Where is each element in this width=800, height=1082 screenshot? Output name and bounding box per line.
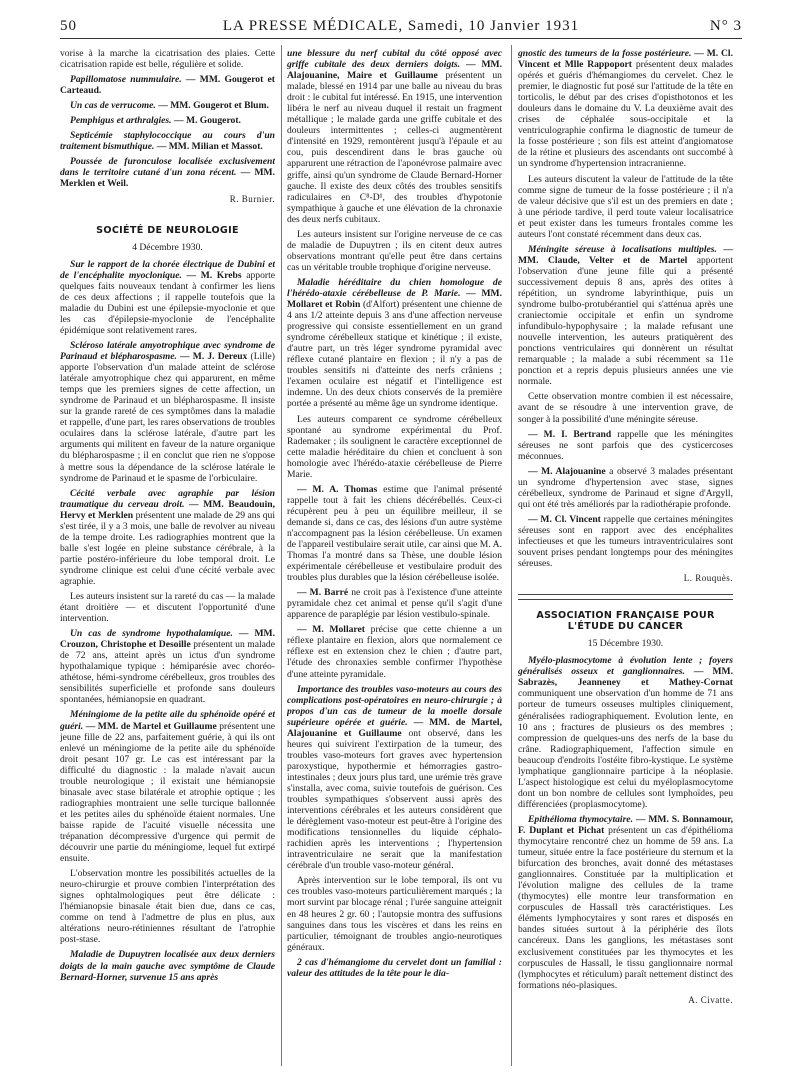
paragraph — [60, 115, 275, 126]
text: Les auteurs comparent ce syndrome cérébelleux spontané au syndrome expérimental du Prof. Rademaker ; ils soulignent le caractère exceptionnel de cette maladie héréditaire du chien et concluent à son homologie avec l'hérédo-ataxie cérébelleuse de Pierre Marie. — [287, 413, 502, 480]
article-title: Cécité verbale avec agraphie par lésion traumatique du cerveau droit. — [60, 487, 275, 510]
text: (Lille) apporte l'observation d'un malade atteint de sclérose latérale amyotrophique chez qui apparurent, en même temps que les premiers signes de cette affection, un syndrome de Parinaud et un blépharospasme. Il insiste sur la grande rareté de ces symptômes dans la maladie et rappelle, d'une part, les rares observations de troubles oculaires dans la sclérose latérale, d'autre part les arguments qui militent en faveur de la nature organique du blépharospasme ; il en conclut que rien ne s'oppose à mettre sous la dépendance de la sclérose latérale le syndrome de Parinaud et le spasme de l'orbiculaire. — [60, 351, 275, 484]
authors: — MM. Alajouanine, Maire et Guillaume — [287, 59, 502, 82]
paragraph — [287, 48, 502, 225]
column-divider — [281, 45, 282, 1066]
paragraph — [518, 48, 733, 170]
paragraph — [287, 484, 502, 583]
text: présentent un cas d'épithélioma thymocytaire rencontré chez un homme de 59 ans. La tumeur, située entre la face postérieure du sternum et la bifurcation des bronches, avait donné des métastases ganglionnaires. Constituée par la multiplication et l'évolution maligne des cellules de la trame (thymocytes) elle montre leur transformation en corpuscules de Hassall très caractéristiques. Les éléments lymphocytaires y sont rares et disposés en bandes situées surtout à la périphérie des îlots cancéreux. Dans les ganglions, les métastases sont exclusivement constituées par les thymocytes et les corpuscules de Hassall, le tissu ganglionnaire normal (lymphocytes et réticulum) paraît nettement distinct des formations néo-plasiques. — [518, 825, 733, 991]
text: Cette observation montre combien il est nécessaire, avant de se résoudre à une intervention grave, de songer à la possibilité d'une méningite séreuse. — [518, 391, 733, 425]
paragraph — [287, 587, 502, 620]
section-rule — [518, 594, 733, 595]
authors: — M. Barré — [297, 587, 349, 599]
paragraph — [60, 48, 275, 70]
paragraph — [518, 466, 733, 510]
article-title: Epithélioma thymocytaire. — [528, 813, 633, 825]
article-title: Pemphigus et arthralgies. — [70, 115, 172, 127]
section-date: 15 Décembre 1930. — [587, 638, 664, 650]
column-1 — [60, 48, 275, 1064]
section-title: ASSOCIATION FRANÇAISE POUR L'ÉTUDE DU CANCER — [536, 610, 715, 633]
article-title: Sur le rapport de la chorée électrique de Dubini et de l'encéphalite myoclonique. — [60, 258, 275, 281]
article-title: Importance des troubles vaso-moteurs au cours des complications post-opératoires en neuro-chirurgie ; à propos d'un cas de tumeur de la moelle dorsale supérieure opérée et guérie. — [287, 683, 502, 728]
paragraph — [287, 684, 502, 872]
text: présentent une malade de 29 ans qui s'est tirée, il y a 3 mois, une balle de revolver au niveau de la tempe droite. Les radiographies montrent que la balle s'est logée en pleine substance cérébrale, à la partie postéro-inférieure du lobe temporal droit. Le syndrome clinique est celui d'une cécité verbale avec agraphie. — [60, 509, 275, 587]
authors: — M. Gougerot. — [171, 115, 241, 127]
authors: — MM. Claude, Velter et de Martel — [518, 243, 733, 266]
text: Les auteurs insistent sur la rareté du cas — la malade étant droitière — et discutent l'opportunité d'une intervention. — [60, 591, 275, 625]
paragraph — [518, 514, 733, 569]
text: (d'Alfort) présentent une chienne de 4 ans 1/2 atteinte depuis 3 ans d'une affection nerveuse progressive qui consiste essentiellement en un grand syndrome cérébelleux statique et kinétique ; il existe, d'autre part, un très léger syndrome pyramidal avec réflexe cutané plantaire en flexion ; il n'y a pas de troubles sensitifs ni d'atteinte des nerfs crâniens ; l'examen oculaire est négatif et l'intelligence est indemne. Un des deux chiots conservés de la première portée a présenté au même âge un syndrome identique. — [287, 299, 502, 410]
paragraph — [287, 875, 502, 952]
authors: — MM. Beaudouin, Hervy et Merklen — [60, 498, 275, 521]
section-title: SOCIÉTÉ DE NEUROLOGIE — [96, 224, 239, 236]
authors: — MM. Gougerot et Carteaud. — [60, 74, 275, 97]
text: présentent un malade, blessé en 1914 par une balle au niveau du bras droit : le cubital fut intéressé. En 1915, une intervention libéra le nerf au niveau duquel il restait un fragment métallique ; le malade garda une griffe cubitale et des douleurs intermittentes ; celles-ci augmentèrent d'intensité en 1929, remontèrent jusqu'à l'épaule et au cou, puis descendirent dans le bras gauche où apparurent une rétraction de l'aponévrose palmaire avec griffe, ainsi qu'un syndrome de Claude Bernard-Horner gauche. Il existe des deux côtés des troubles sensitifs radiculaires en C⁸-D¹, des troubles d'hypotonie sympathique à gauche et une élévation de la chronaxie des deux nerfs cubitaux. — [287, 70, 502, 225]
paragraph — [60, 340, 275, 484]
article-title: Myélo-plasmocytome à évolution lente ; foyers généralisés osseux et ganglionnaires. — [518, 655, 733, 678]
authors: — MM. Gougerot et Blum. — [155, 100, 269, 112]
authors: — M. Alajouanine — [528, 465, 606, 477]
paragraph — [60, 628, 275, 705]
section-date: 4 Décembre 1930. — [132, 241, 203, 253]
article-title: gnostic des tumeurs de la fosse postérieure. — [518, 48, 692, 59]
journal-title: LA PRESSE MÉDICALE, Samedi, 10 Janvier 1931 — [222, 18, 580, 34]
signature: A. Civatte. — [688, 994, 733, 1005]
article-title: Maladie de Dupuytren localisée aux deux derniers doigts de la main gauche avec symptôme de Claude Bernard-Horner, survenue 15 ans après — [60, 949, 275, 983]
authors: — MM. Mollaret et Robin — [287, 287, 502, 311]
text: ont observé, dans les heures qui suivirent l'extirpation de la tumeur, des troubles vaso-moteurs fort graves avec hypertension paroxystique, hypothermie et hémorragies gastro-intestinales ; deux jours plus tard, une urémie très grave s'installa, avec coma, suivie toutefois de guérison. Ces troubles sympathiques s'observent aussi après des interventions cérébrales et les auteurs considèrent que le dérèglement vaso-moteur est peut-être à l'origine des modifications tensionnelles du liquide céphalo-rachidien après les interventions ; l'hypertension intraventriculaire ne serait que la manifestation cérébrale d'un trouble vaso-moteur général. — [287, 727, 502, 872]
authors: — MM. Milian et Massot. — [154, 141, 263, 153]
text: apportent l'observation d'une jeune fille qui a présenté successivement depuis 8 ans, après des otites à répétition, un syndrome labyrinthique, puis un syndrome bulbo-protubérantiel qui s'atténua après une craniectomie occipitale et enfin un syndrome infundibulo-hypophysaire ; la malade refusant une nouvelle intervention, les auteurs pratiquèrent des ponctions ventriculaires qui donnèrent un résultat remarquable ; la malade a subi récemment sa 11e ponction et a repris depuis plusieurs années une vie normale. — [518, 254, 733, 388]
authors: — MM. de Martel, Alajouanine et Guillaume — [287, 716, 502, 739]
text: vorise à la marche la cicatrisation des plaies. Cette cicatrisation rapide est belle, régulière et solide. — [60, 48, 275, 71]
authors: — MM. S. Bonnamour, F. Duplant et Pichat — [518, 813, 733, 836]
paragraph — [287, 414, 502, 480]
paragraph — [287, 229, 502, 273]
page-number: 50 — [60, 18, 77, 34]
page-header — [60, 16, 742, 39]
authors: — M. Cl. Vincent et Mlle Rappoport — [518, 48, 733, 71]
paragraph — [60, 100, 275, 111]
article-title: Septicémie staphylococcique au cours d'un traitement bismuthique. — [60, 130, 275, 153]
paragraph — [518, 174, 733, 240]
text: rappelle que certaines méningites séreuses sont en rapport avec des encéphalites infectieuses et que les tumeurs intraventriculaires sont souvent prises pendant longtemps pour des méningites séreuses. — [518, 513, 733, 570]
paragraph — [518, 429, 733, 462]
authors: — MM. Crouzon, Christophe et Desoille — [60, 628, 275, 651]
text: Après intervention sur le lobe temporal, ils ont vu ces troubles vaso-moteurs particulièrement marqués ; la mort survint par blocage rénal ; l'urée sanguine atteignit en 48 heures 2 gr. 60 ; l'autopsie montra des suffusions sanguines dans tous les viscères et dans les reins en particulier, témoignant de troubles angio-neurotiques généraux. — [287, 875, 502, 953]
paragraph — [518, 814, 733, 991]
article-title: Un cas de verrucome. — [70, 100, 156, 112]
text: rappelle que les méningites séreuses ne sont parfois que des cysticercoses méconnues. — [518, 428, 733, 462]
article-title: Un cas de syndrome hypothalamique. — [70, 628, 233, 640]
text: présentent une jeune fille de 22 ans, parfaitement guérie, à qui ils ont enlevé un méningiome de la petite aile du sphénoïde droit pesant 107 gr. Le cas est intéressant par la difficulté du diagnostic : la malade n'avait aucun trouble neurologique ; il existait une hémianopsie binasale avec stase bilatérale et atrophie optique ; les radiographies montraient une selle turcique ballonnée et les petites ailes du sphénoïde étaient normales. Une baisse rapide de l'acuité visuelle nécessita une trépanation décompressive d'urgence qui permit de découvrir une partie du méningiome, lequel fut extirpé ensuite. — [60, 720, 275, 865]
authors: — M. I. Bertrand — [528, 428, 612, 440]
paragraph — [60, 259, 275, 336]
paragraph — [60, 130, 275, 152]
article-title: Papillomatose nummulaire. — [70, 74, 182, 86]
paragraph — [287, 957, 502, 979]
paragraph — [287, 624, 502, 679]
paragraph — [60, 591, 275, 624]
article-title: Scléroso latérale amyotrophique avec syndrome de Parinaud et blépharospasme. — [60, 339, 275, 363]
authors: — M. A. Thomas — [297, 483, 378, 495]
article-title: 2 cas d'hémangiome du cervelet dont un familial : valeur des attitudes de la tête pour le dia- — [287, 956, 502, 979]
authors: — M. Krebs — [181, 269, 242, 281]
text: estime que l'animal présenté rappelle tout à fait les chiens décérébellés. Ceux-ci récupèrent peu à peu un équilibre meilleur, il se demande si, dans ce cas, des lésions d'un autre système n'accompagnent pas la lésion cérébelleuse. Un examen de l'appareil vestibulaire serait utile, car ainsi que M. A. Thomas l'a montré dans sa Thèse, une double lésion expérimentale cérébelleuse et vestibulaire produit des troubles plus durables que la lésion cérébelleuse isolée. — [287, 483, 502, 584]
text: présentent deux malades opérés et guéris d'hémangiomes du cervelet. Chez le premier, le diagnostic fut posé sur l'attitude de la tête en torticolis, le début par des crises d'opisthotonos et les douleurs dans le domaine du V. La deuxième avait des crises de céphalée sous-occipitale et la ventriculographie confirma le diagnostic de tumeur de la fosse postérieure ; son fils est atteint d'angiomatose de la rétine et plusieurs des ascendants ont succombé à un syndrome d'hypertension intracranienne. — [518, 59, 733, 170]
text: communiquent une observation d'un homme de 71 ans porteur de tumeurs osseuses multiples cliniquement, généralisées radiographiquement. Evolution lente, en 10 ans ; fractures de plusieurs os des membres ; compression de quelques-uns des nerfs de la base du crâne. Radiographiquement, l'affection simule en beaucoup d'endroits l'ostéite fibro-kystique. Le système lymphatique ganglionnaire participe à la néoplasie. L'aspect histologique est celui du myéloplasmocytome dont un bon nombre de cellules sont lymphoïdes, peu différenciées (proplasmocytome). — [518, 688, 733, 810]
article-title: Méningite séreuse à localisations multiples. — [528, 243, 717, 255]
text: précise que cette chienne a un réflexe plantaire en flexion, alors que normalement ce réflexe est en extension chez le chien ; d'autre part, l'étude des chronaxies semble confirmer l'hypothèse d'une atteinte pyramidale. — [287, 624, 502, 680]
column-divider — [511, 45, 512, 1066]
paragraph — [518, 244, 733, 388]
paragraph — [287, 277, 502, 410]
signature: R. Burnier. — [229, 193, 275, 204]
text: L'observation montre les possibilités actuelles de la neuro-chirurgie et prouve combien l'interprétation des signes ophtalmologiques peut être délicate : l'hémianopsie binasale était bien due, dans ce cas, comme on tend à l'admettre de plus en plus, aux altérations neuro-rétiniennes résultant de l'atrophie post-stase. — [60, 868, 275, 946]
article-title: une blessure du nerf cubital du côté opposé avec griffe cubitale des deux derniers doigts. — [287, 48, 502, 71]
authors: — MM. Merklen et Weil. — [60, 167, 275, 190]
authors: — MM. de Martel et Guillaume — [83, 720, 217, 732]
signature: L. Rouquès. — [683, 573, 733, 584]
authors: — M. J. Dereux — [176, 351, 248, 363]
text: Les auteurs discutent la valeur de l'attitude de la tête comme signe de tumeur de la fosse postérieure ; il n'a de valeur décisive que s'il est un des premiers en date ; à une période tardive, il perd toute valeur localisatrice et peut exister dans les tumeurs frontales comme les auteurs l'ont constaté récemment dans deux cas. — [518, 173, 733, 240]
paragraph — [60, 488, 275, 587]
issue-number: N° 3 — [709, 18, 742, 34]
authors: — M. Mollaret — [297, 624, 365, 636]
paragraph — [60, 74, 275, 96]
paragraph — [60, 709, 275, 864]
article-title: Poussée de furonculose localisée exclusivement dans le territoire cutané d'un zona récent. — [60, 156, 275, 179]
authors: — MM. Sabrazès, Jeanneney et Mathey-Cornat — [518, 666, 733, 689]
text: a observé 3 malades présentant un syndrome d'hypertension avec stase, signes cérébelleux, syndrome de Parinaud et signe d'Argyll, qui ont été très améliorés par la radiothérapie profonde. — [518, 465, 733, 510]
section-rule — [518, 599, 733, 600]
article-title: Maladie héréditaire du chien homologue de l'hérédo-ataxie cérébelleuse de P. Marie. — [287, 276, 502, 299]
column-3 — [518, 48, 733, 1064]
text: Les auteurs insistent sur l'origine nerveuse de ce cas de maladie de Dupuytren ; ils en citent deux autres observations montrant qu'elle peut être dans certains cas un véritable trouble trophique d'origine nerveuse. — [287, 228, 502, 273]
paragraph — [518, 391, 733, 424]
text: apporte quelques faits nouveaux tendant à confirmer les liens de ces deux affections ; il rappelle toutefois que la maladie du Dubini est une épilepsie-myoclonie et que les cas d'épilepsie-myoclonie de l'encéphalite épidémique sont relativement rares. — [60, 269, 275, 336]
article-title: Méningiome de la petite aile du sphénoïde opéré et guéri. — [60, 709, 275, 732]
paragraph — [60, 949, 275, 982]
text: présentent un malade de 72 ans, atteint après un ictus d'un syndrome hypothalamique typique : hémiparésie avec choréo-athétose, hémi-syndrome cérébelleux, gros troubles des sensibilités superficielle et profonde sans douleurs spontanées, hémianopsie en quadrant. — [60, 639, 275, 706]
paragraph — [60, 868, 275, 945]
authors: — M. Cl. Vincent — [528, 513, 601, 525]
text: ne croit pas à l'existence d'une atteinte pyramidale chez cet animal et pense qu'il s'agit d'une apparence de paraplégie par lésion vestibulo-spinale. — [287, 587, 502, 621]
paragraph — [518, 655, 733, 810]
paragraph — [60, 156, 275, 189]
column-2 — [287, 48, 502, 1064]
